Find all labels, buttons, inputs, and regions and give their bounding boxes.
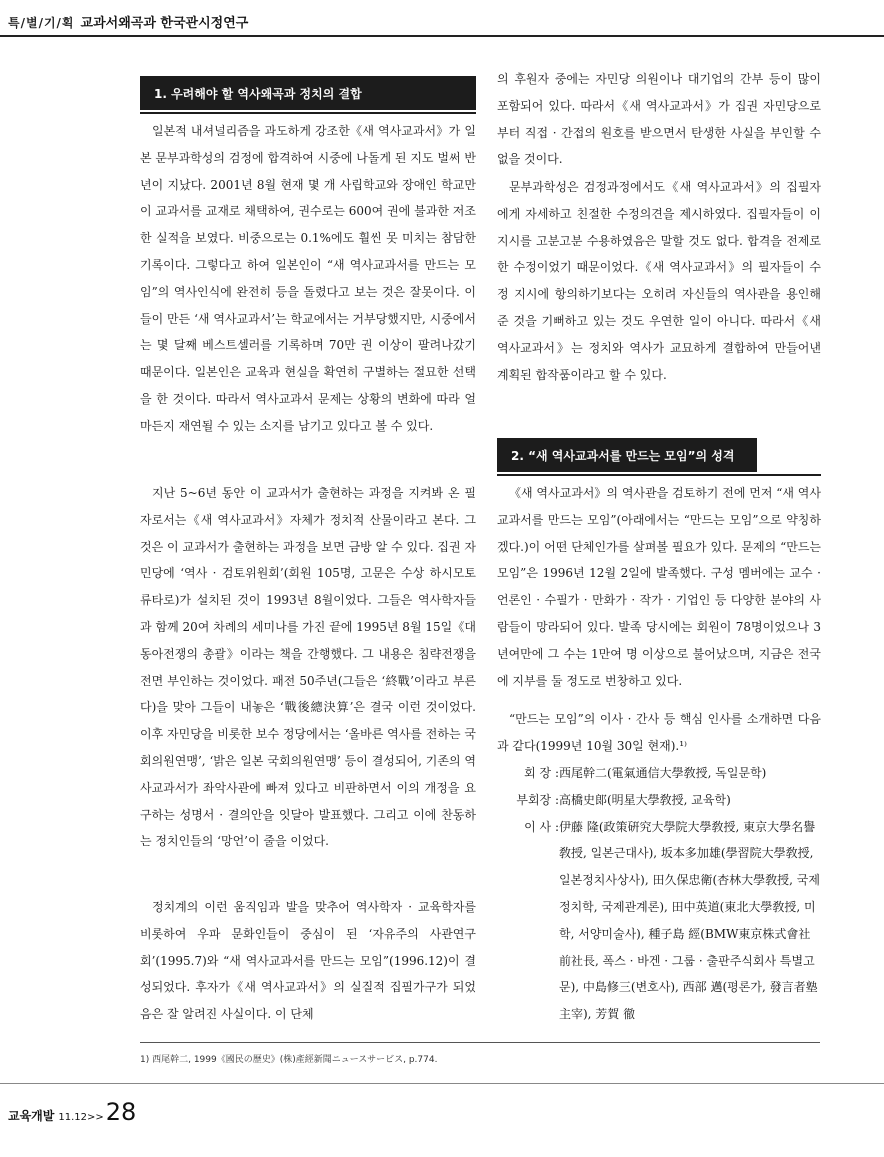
page-footer [8,1098,136,1126]
section-1-heading-underline [140,112,476,114]
magazine-name: 교육개발 [8,1109,55,1123]
special-feature-tag: 특/별/기/획 [8,16,75,30]
feature-title: 교과서왜곡과 한국관시정연구 [80,16,249,31]
member-list [507,760,821,1028]
member-text: 伊藤 隆(政策硏究大學院大學敎授, 東京大學名譽敎授, 일본근대사), 坂本多加雄(學習院大學敎授, 일본정치사상사), 田久保忠衛(杏林大學敎授, 국제정치학, 국제관계론), 田中英道(東北大學敎授, 미학, 서양미술사), 種子島 經(BMW東京株式會社前社長, 폭스 · 바겐 · 그룹 · 출판주식회사 특별고문), 中島修三(변호사), 西部 邁(평론가, 發言者塾主宰), 芳賀 徹 [559,819,820,1022]
member-text: 高橋史郞(明星大學敎授, 교육학) [559,792,731,807]
footer-rule [0,1083,884,1084]
member-text: 西尾幹二(電氣通信大學敎授, 독일문학) [559,766,767,780]
header-row [8,12,248,31]
member-role: 회 장 : [524,766,559,780]
member-role: 이 사 : [524,819,559,834]
running-header [0,0,884,40]
page-number: 28 [105,1098,137,1126]
member-row [507,814,821,1028]
section-1-paragraph-5: 문부과학성은 검정과정에서도《새 역사교과서》의 집필자에게 자세하고 친절한 수정의견을 제시하였다. 집필자들이 이 지시를 고분고분 수용하였음은 말할 것도 없다. 합격을 전제로 한 수정이었기 때문이었다.《새 역사교과서》의 필자들이 수정 지시에 항의하기보다는 오히려 자신들의 역사관을 용인해준 것을 기뻐하고 있는 것도 우연한 일이 아니다. 따라서《새 역사교과서》는 정치와 역사가 교묘하게 결합하여 만들어낸 계획된 합작품이라고 할 수 있다. [497,180,821,382]
member-row [507,760,821,787]
footnote: 1) 西尾幹二, 1999《國民の歷史》(株)產經新聞ニュースサービス, p.774. [140,1055,438,1065]
member-row [507,787,821,814]
section-1-paragraph-4: 의 후원자 중에는 자민당 의원이나 대기업의 간부 등이 많이 포함되어 있다. 따라서《새 역사교과서》가 집권 자민당으로부터 직접 · 간접의 원호를 받으면서 탄생한 사실을 부인할 수 없을 것이다. [497,72,821,167]
section-1-heading: 1. 우려해야 할 역사왜곡과 정치의 결합 [140,76,476,110]
section-2-heading-underline [497,474,821,476]
footnote-rule [140,1042,820,1043]
section-1-paragraph-3: 정치계의 이런 움직임과 발을 맞추어 역사학자 · 교육학자를 비롯하여 우파 문화인들이 중심이 된 ‘자유주의 사관연구회’(1995.7)와 “새 역사교과서를 만드는 모임”(1996.12)이 결성되었다. 후자가《새 역사교과서》의 실질적 집필가구가 되었음은 잘 알려진 사실이다. 이 단체 [140,900,476,1022]
section-2-paragraph-2: “만드는 모임”의 이사 · 간사 등 핵심 인사를 소개하면 다음과 같다(1999년 10월 30일 현재).¹⁾ [497,712,821,753]
section-2-paragraph-1: 《새 역사교과서》의 역사관을 검토하기 전에 먼저 “새 역사교과서를 만드는 모임”(아래에서는 “만드는 모임”으로 약칭하겠다.)이 어떤 단체인가를 살펴볼 필요가 있다. 문제의 “만드는 모임”은 1996년 12월 2일에 발족했다. 구성 멤버에는 교수 · 언론인 · 수필가 · 만화가 · 작가 · 기업인 등 다양한 분야의 사람들이 망라되어 있다. 발족 당시에는 회원이 78명이었으나 3년여만에 그 수는 1만여 명 이상으로 불어났으며, 지금은 전국에 지부를 둘 정도로 번창하고 있다. [497,486,821,688]
section-2-heading: 2. “새 역사교과서를 만드는 모임”의 성격 [497,438,757,472]
issue-number: 11.12>> [58,1112,104,1123]
section-1-paragraph-2: 지난 5~6년 동안 이 교과서가 출현하는 과정을 지켜봐 온 필자로서는《새 역사교과서》자체가 정치적 산물이라고 본다. 그것은 이 교과서가 출현하는 과정을 보면 금방 알 수 있다. 집권 자민당에 ‘역사 · 검토위원회’(회원 105명, 고문은 수상 하시모토류타로)가 설치된 것이 1993년 8월이었다. 그들은 역사학자들과 함께 20여 차례의 세미나를 가진 끝에 1995년 8월 15일《대동아전쟁의 총괄》이라는 책을 간행했다. 그 내용은 침략전쟁을 전면 부인하는 것이었다. 패전 50주년(그들은 ‘終戰’이라고 부른다)을 맞아 그들이 내놓은 ‘戰後總決算’은 결국 이런 것이었다. 이후 자민당을 비롯한 보수 정당에서는 ‘올바른 역사를 전하는 국회의원연맹’, ‘밝은 일본 국회의원연맹’ 등이 결성되어, 기존의 역사교과서가 좌악사관에 빠져 있다고 비판하면서 이의 개정을 요구하는 성명서 · 결의안을 잇달아 발표했다. 그리고 이에 찬동하는 정치인들의 ‘망언’이 줄을 이었다. [140,486,476,849]
member-role: 부회장 : [516,792,559,807]
header-rule [0,35,884,37]
section-1-paragraph-1: 일본적 내셔널리즘을 과도하게 강조한《새 역사교과서》가 일본 문부과학성의 검정에 합격하여 시중에 나돌게 된 지도 벌써 반년이 지났다. 2001년 8월 현재 몇 개 사립학교와 장애인 학교만 이 교과서를 교재로 채택하여, 권수로는 600여 권에 불과한 저조한 실적을 보였다. 비중으로는 0.1%에도 훨씬 못 미치는 참담한 기록이다. 그렇다고 하여 일본인이 “새 역사교과서를 만드는 모임”의 역사인식에 완전히 등을 돌렸다고 보는 것은 잘못이다. 이들이 만든 ‘새 역사교과서’는 학교에서는 거부당했지만, 시중에서는 몇 달째 베스트셀러를 기록하며 70만 권 이상이 팔려나갔기 때문이다. 일본인은 교육과 현실을 확연히 구별하는 절묘한 선택을 한 것이다. 따라서 역사교과서 문제는 상황의 변화에 따라 얼마든지 재연될 수 있는 소지를 남기고 있다고 볼 수 있다. [140,124,476,433]
